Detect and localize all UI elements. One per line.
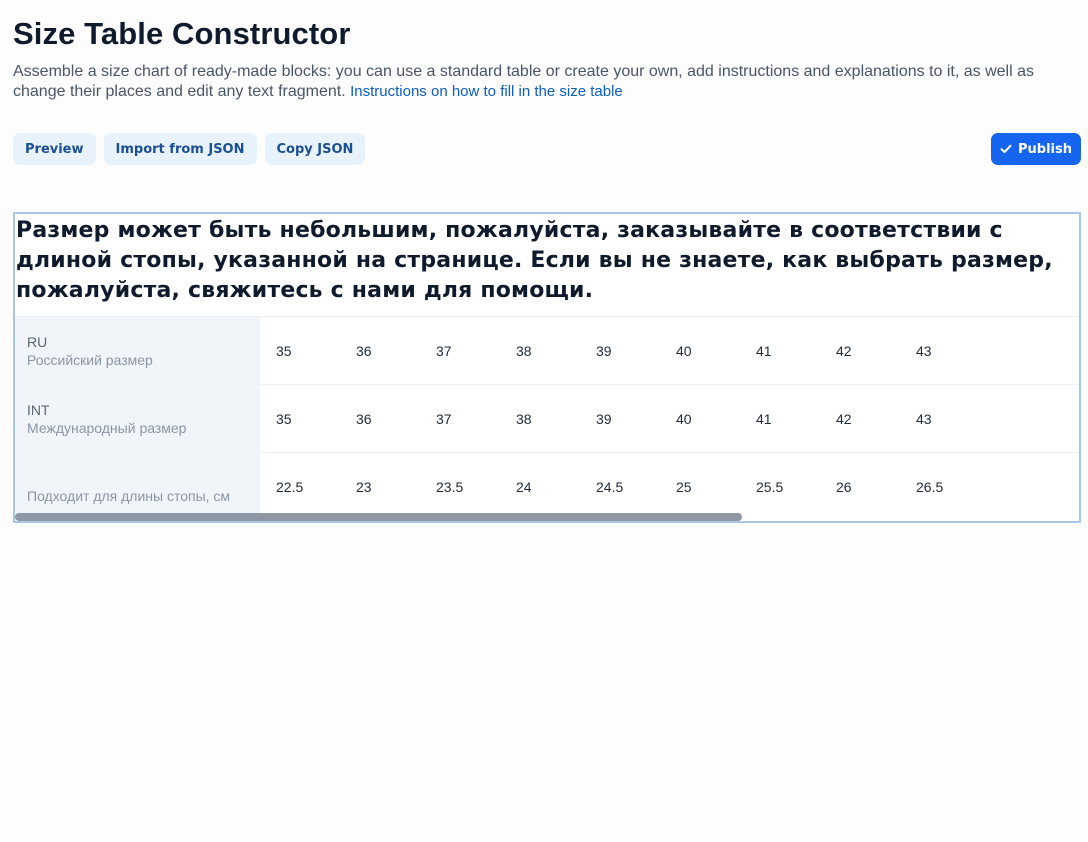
preview-button[interactable]: Preview (13, 133, 96, 165)
table-cell[interactable]: 25 (676, 478, 692, 495)
table-cell[interactable]: 39 (596, 410, 612, 427)
table-cell[interactable]: 36 (356, 342, 372, 359)
table-cell[interactable]: 24.5 (596, 478, 624, 495)
table-cell[interactable]: 40 (676, 342, 692, 359)
size-table (15, 316, 1079, 521)
table-cell[interactable]: 38 (516, 410, 532, 427)
table-cell[interactable]: 25.5 (756, 478, 784, 495)
page-title: Size Table Constructor (13, 16, 351, 51)
table-cell[interactable]: 36 (356, 410, 372, 427)
table-cell[interactable]: 42 (836, 410, 852, 427)
publish-label: Publish (1018, 141, 1072, 157)
size-table-block[interactable] (13, 212, 1081, 523)
table-cell[interactable]: 24 (516, 478, 532, 495)
table-cell[interactable]: 41 (756, 342, 772, 359)
table-cell[interactable]: 35 (276, 410, 292, 427)
table-cell[interactable]: 37 (436, 342, 452, 359)
row-code: INT (27, 402, 50, 418)
import-json-button[interactable]: Import from JSON (104, 133, 257, 165)
table-cell[interactable]: 40 (676, 410, 692, 427)
page-description-text: Assemble a size chart of ready-made blocks: you can use a standard table or create your own, add instructions and explanations to it, as well as change their places and edit any text fragment. (13, 63, 1034, 100)
table-cell[interactable]: 42 (836, 342, 852, 359)
table-cell[interactable]: 22.5 (276, 478, 304, 495)
row-description: Международный размер (27, 420, 187, 436)
check-icon (1000, 144, 1012, 154)
row-cells (260, 385, 996, 452)
table-row (15, 384, 1079, 452)
row-cells (260, 317, 996, 384)
table-row (15, 316, 1079, 384)
table-cell[interactable]: 26.5 (916, 478, 944, 495)
instructions-link[interactable]: Instructions on how to fill in the size table (350, 83, 623, 100)
horizontal-scrollbar[interactable] (15, 511, 1079, 521)
copy-json-button[interactable]: Copy JSON (265, 133, 366, 165)
table-cell[interactable]: 39 (596, 342, 612, 359)
row-description: Российский размер (27, 352, 153, 368)
table-cell[interactable]: 23 (356, 478, 372, 495)
row-header[interactable] (15, 317, 260, 384)
table-cell[interactable]: 26 (836, 478, 852, 495)
table-cell[interactable]: 43 (916, 342, 932, 359)
scrollbar-thumb[interactable] (15, 513, 742, 521)
table-cell[interactable]: 41 (756, 410, 772, 427)
table-cell[interactable]: 43 (916, 410, 932, 427)
row-cells (260, 453, 996, 520)
table-cell[interactable]: 23.5 (436, 478, 464, 495)
row-description: Подходит для длины стопы, см (27, 488, 231, 504)
block-note[interactable]: Размер может быть небольшим, пожалуйста, заказывайте в соответствии с длиной стопы, указанной на странице. Если вы не знаете, как выбрать размер, пожалуйста, свяжитесь с нами для помощи. (16, 218, 1053, 303)
table-cell[interactable]: 38 (516, 342, 532, 359)
row-header[interactable] (15, 385, 260, 452)
table-cell[interactable]: 35 (276, 342, 292, 359)
publish-button[interactable] (991, 133, 1081, 165)
toolbar (13, 133, 365, 165)
row-header[interactable] (15, 453, 260, 520)
table-row (15, 452, 1079, 520)
table-cell[interactable]: 37 (436, 410, 452, 427)
row-code: RU (27, 334, 48, 350)
page-description (13, 62, 1073, 102)
